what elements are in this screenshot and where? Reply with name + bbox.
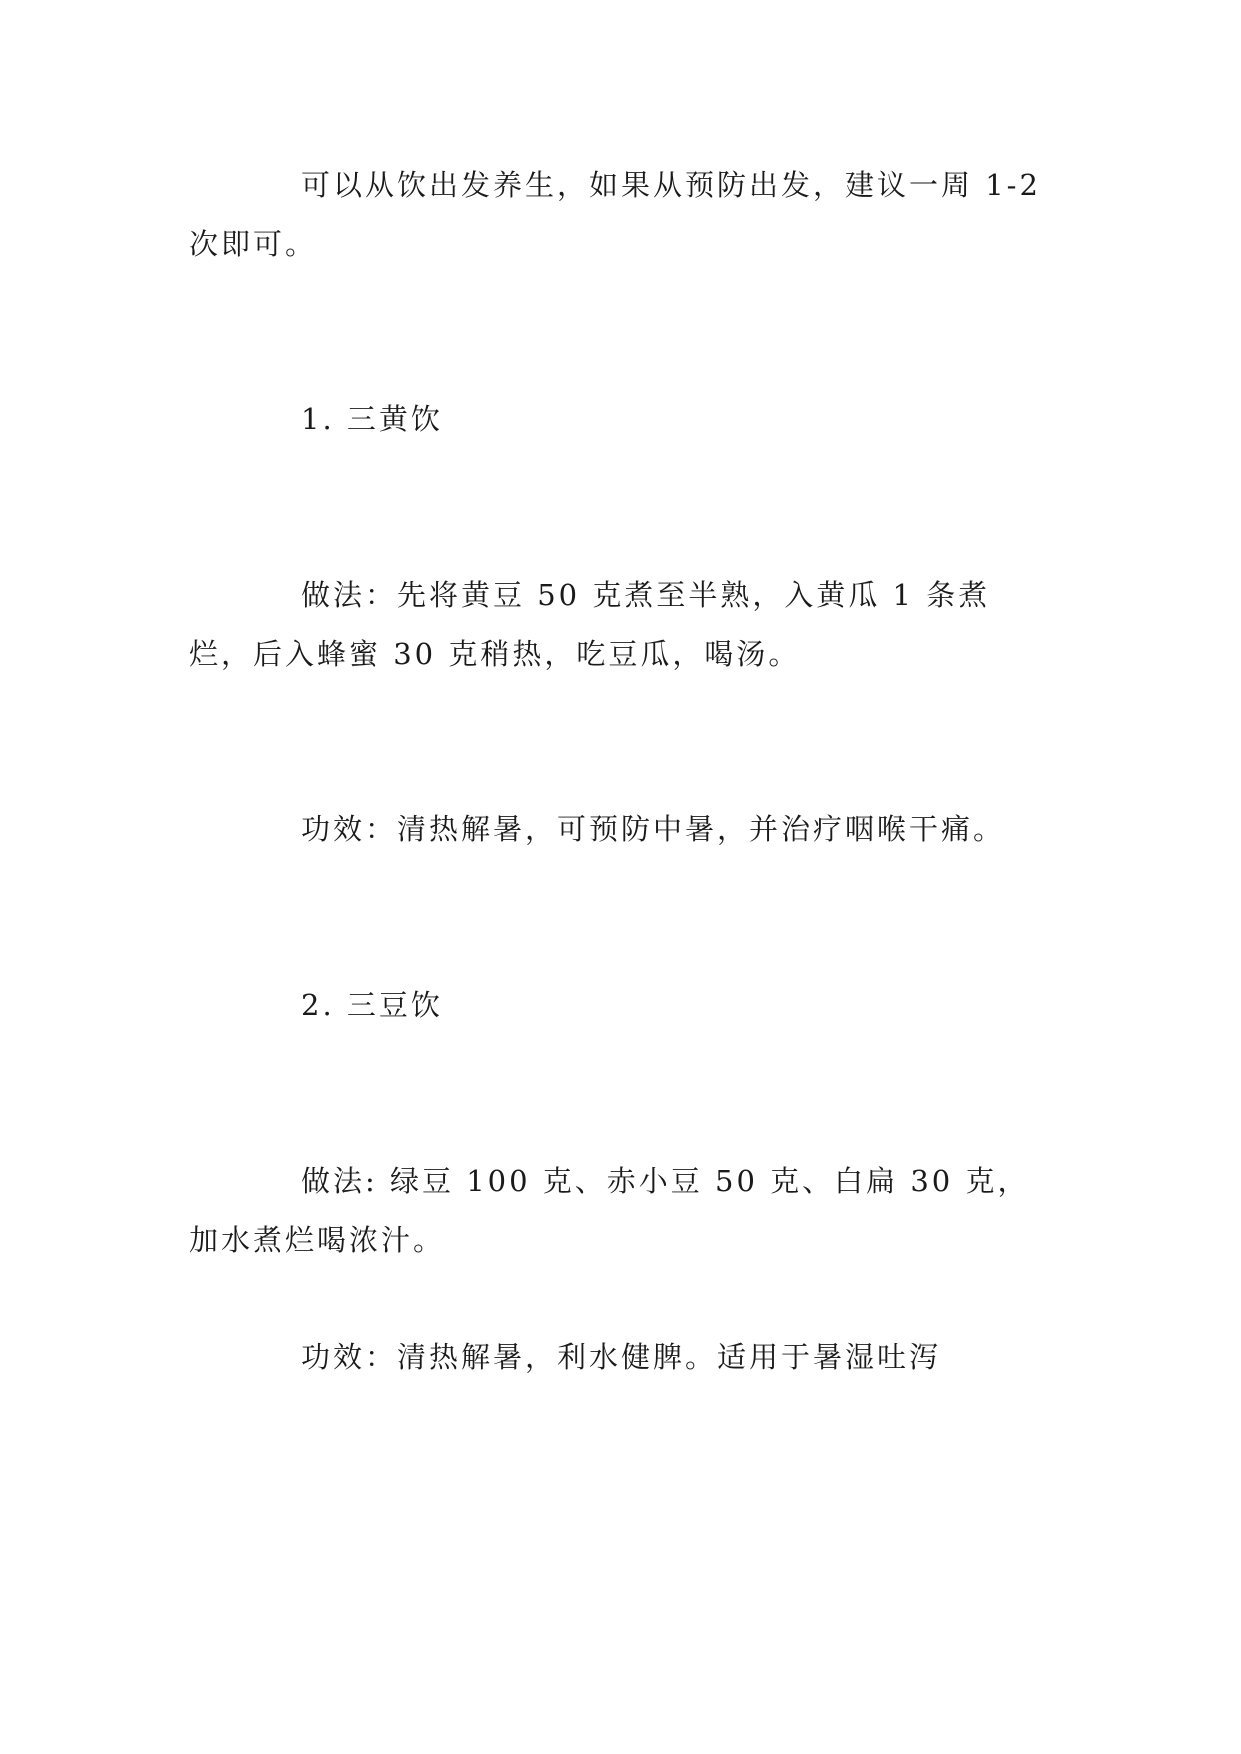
paragraph-method-2: 做法: 绿豆 100 克、赤小豆 50 克、白扁 30 克，加水煮烂喝浓汁。	[189, 1164, 1030, 1257]
paragraph-method-1: 做法：先将黄豆 50 克煮至半熟，入黄瓜 1 条煮烂，后入蜂蜜 30 克稍热，吃豆瓜，喝汤。	[189, 578, 991, 671]
heading-san-dou-yin: 2. 三豆饮	[301, 988, 443, 1022]
paragraph-intro: 可以从饮出发养生，如果从预防出发，建议一周 1-2 次即可。	[189, 168, 1041, 261]
heading-san-huang-yin: 1. 三黄饮	[301, 402, 443, 436]
paragraph-effect-2: 功效：清热解暑，利水健脾。适用于暑湿吐泻	[301, 1340, 942, 1374]
paragraph-effect-1: 功效：清热解暑，可预防中暑，并治疗咽喉干痛。	[301, 812, 1006, 846]
